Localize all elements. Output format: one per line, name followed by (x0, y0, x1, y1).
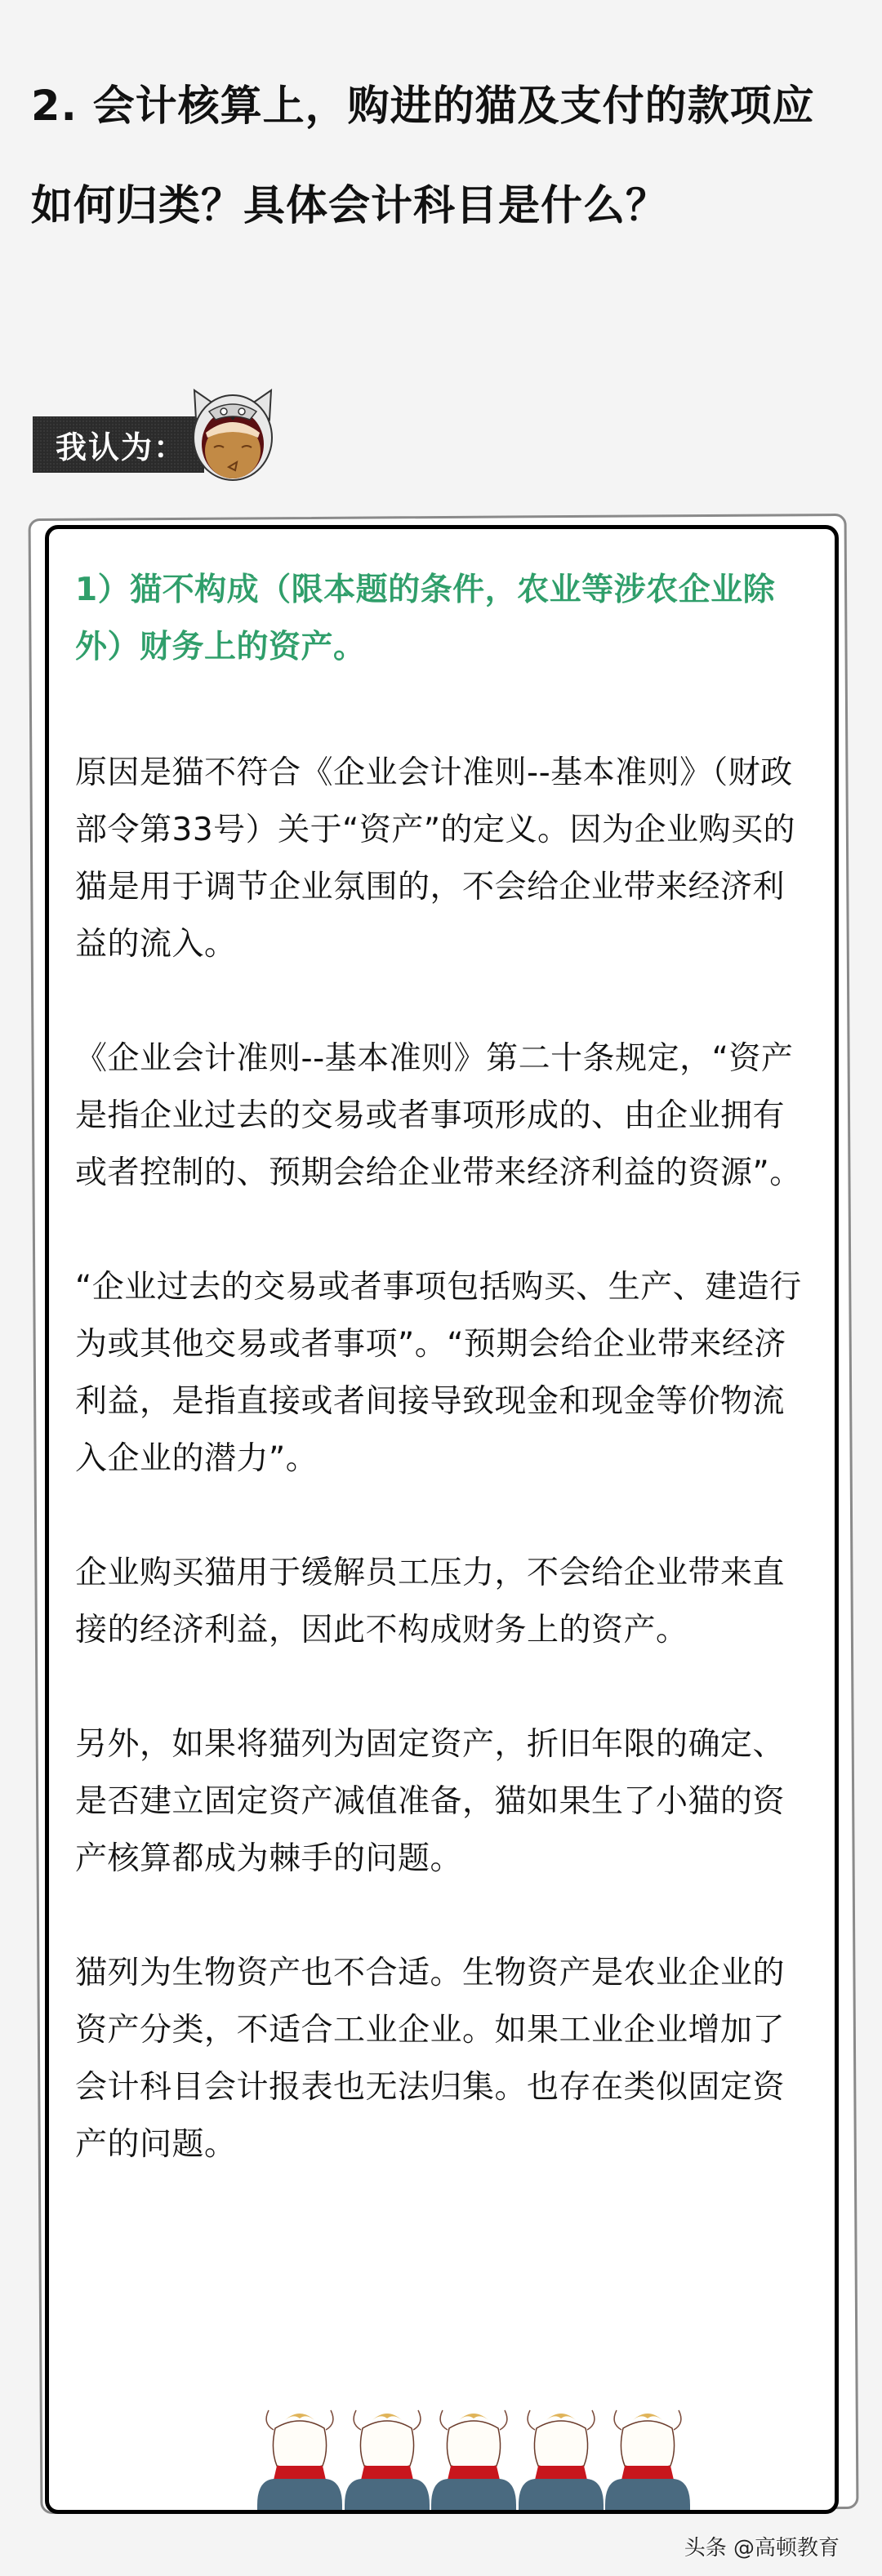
answer-paragraph: 原因是猫不符合《企业会计准则--基本准则》（财政部令第33号）关于“资产”的定义。因为企业购买的猫是用于调节企业氛围的，不会给企业带来经济利益的流入。 (75, 754, 796, 963)
cow-figure-icon (605, 2409, 690, 2510)
cow-figure-icon (257, 2409, 342, 2510)
answer-paragraph: 猫列为生物资产也不合适。生物资产是农业企业的资产分类，不适合工业企业。如果工业企业增加了会计科目会计报表也无法归集。也存在类似固定资产的问题。 (75, 1955, 786, 2163)
audience-cows-icon (257, 2409, 690, 2510)
cow-figure-icon (345, 2409, 430, 2510)
answer-paragraph: 另外，如果将猫列为固定资产，折旧年限的确定、是否建立固定资产减值准备，猫如果生了小猫的资产核算都成为棘手的问题。 (75, 1726, 786, 1877)
source-watermark: 头条 @高顿教育 (684, 2536, 840, 2560)
cow-figure-icon (519, 2409, 604, 2510)
cow-figure-icon (431, 2409, 516, 2510)
answer-paragraph: 《企业会计准则--基本准则》第二十条规定，“资产是指企业过去的交易或者事项形成的、由企业拥有或者控制的、预期会给企业带来经济利益的资源”。 (75, 1040, 802, 1191)
answer-paragraph: “企业过去的交易或者事项包括购买、生产、建造行为或其他交易或者事项”。“预期会给企业带来经济利益，是指直接或者间接导致现金和现金等价物流入企业的潜力”。 (75, 1269, 802, 1477)
husky-hood-mascot-icon (188, 387, 278, 482)
answer-paragraph: 企业购买猫用于缓解员工压力，不会给企业带来直接的经济利益，因此不构成财务上的资产。 (75, 1555, 786, 1648)
answer-heading: 1）猫不构成（限本题的条件，农业等涉农企业除外）财务上的资产。 (75, 572, 776, 665)
opinion-badge-label: 我认为： (56, 429, 187, 465)
answer-card (45, 525, 839, 2514)
opinion-badge (33, 416, 204, 473)
question-title: 2. 会计核算上，购进的猫及支付的款项应如何归类？具体会计科目是什么？ (31, 82, 815, 230)
